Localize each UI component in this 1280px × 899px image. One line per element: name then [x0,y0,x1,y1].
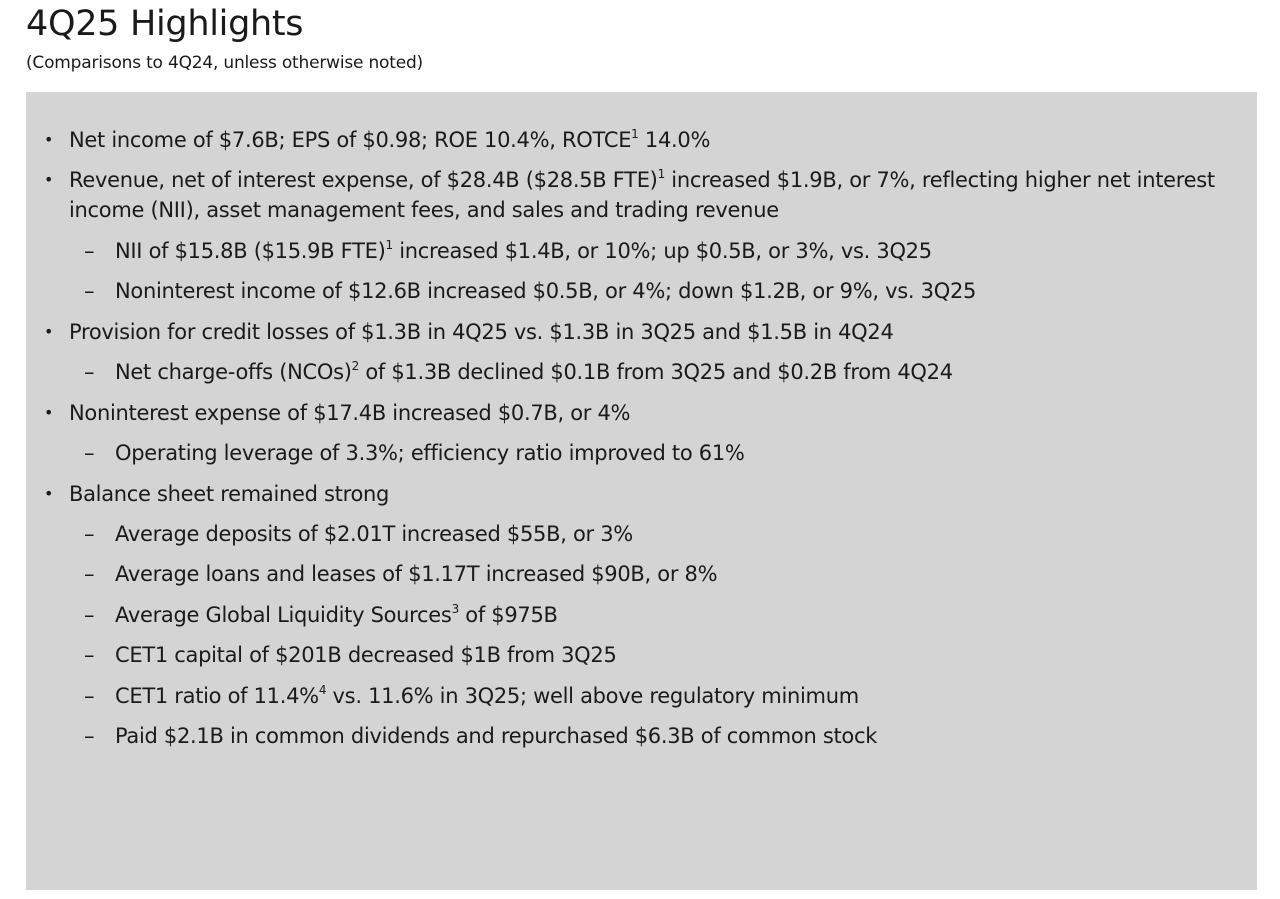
page-subtitle: (Comparisons to 4Q24, unless otherwise noted) [26,53,423,73]
footnote-ref: 3 [451,602,459,616]
bullet-marker: • [44,322,54,341]
bullet-marker: • [44,403,54,422]
highlights-panel [26,92,1257,890]
dash-marker: – [84,522,95,546]
sub-bullet-text: Net charge-offs (NCOs)$^2$ of $1.3B declined $0.1B from 3Q25 and $0.2B from 4Q24 [115,359,953,384]
dash-marker: – [84,239,95,263]
dash-marker: – [84,441,95,465]
footnote-ref: 1 [385,238,393,252]
sub-bullet-text: Paid $2.1B in common dividends and repurchased $6.3B of common stock [115,724,878,748]
bullet-marker: • [44,130,54,149]
footnote-ref: 1 [657,167,665,181]
dash-marker: – [84,643,95,667]
sub-bullet-text: CET1 capital of $201B decreased $1B from 3Q25 [115,643,617,667]
bullet-marker: • [44,484,54,503]
sub-bullet-text: Average deposits of $2.01T increased $55B, or 3% [115,522,633,546]
sub-bullet-text: Average loans and leases of $1.17T increased $90B, or 8% [115,562,718,586]
bullet-text: Revenue, net of interest expense, of $28.4B ($28.5B FTE)$^1$ increased $1.9B, or 7%, reflecting higher net interest income (NII), asset management fees, and sales and trading revenue [69,167,1215,222]
bullet-text: Balance sheet remained strong [69,482,390,506]
sub-bullet-text: Average Global Liquidity Sources$^3$ of $975B [115,602,558,627]
sub-bullet-text: Noninterest income of $12.6B increased $0.5B, or 4%; down $1.2B, or 9%, vs. 3Q25 [115,279,977,303]
footnote-ref: 1 [631,127,639,141]
bullet-text: Noninterest expense of $17.4B increased $0.7B, or 4% [69,401,631,425]
sub-bullet-text: NII of $15.8B ($15.9B FTE)$^1$ increased $1.4B, or 10%; up $0.5B, or 3%, vs. 3Q25 [115,238,932,263]
dash-marker: – [84,562,95,586]
dash-marker: – [84,724,95,748]
page-title: 4Q25 Highlights [26,4,304,44]
dash-marker: – [84,603,95,627]
bullet-text: Net income of $7.6B; EPS of $0.98; ROE 10.4%, ROTCE$^1$ 14.0% [69,127,711,152]
bullet-text: Provision for credit losses of $1.3B in 4Q25 vs. $1.3B in 3Q25 and $1.5B in 4Q24 [69,320,894,344]
sub-bullet-text: CET1 ratio of 11.4%$^4$ vs. 11.6% in 3Q25; well above regulatory minimum [115,683,859,708]
footnote-ref: 4 [318,683,327,697]
dash-marker: – [84,279,95,303]
sub-bullet-text: Operating leverage of 3.3%; efficiency ratio improved to 61% [115,441,745,465]
bullet-marker: • [44,170,54,189]
footnote-ref: 2 [351,359,359,373]
dash-marker: – [84,684,95,708]
dash-marker: – [84,360,95,384]
